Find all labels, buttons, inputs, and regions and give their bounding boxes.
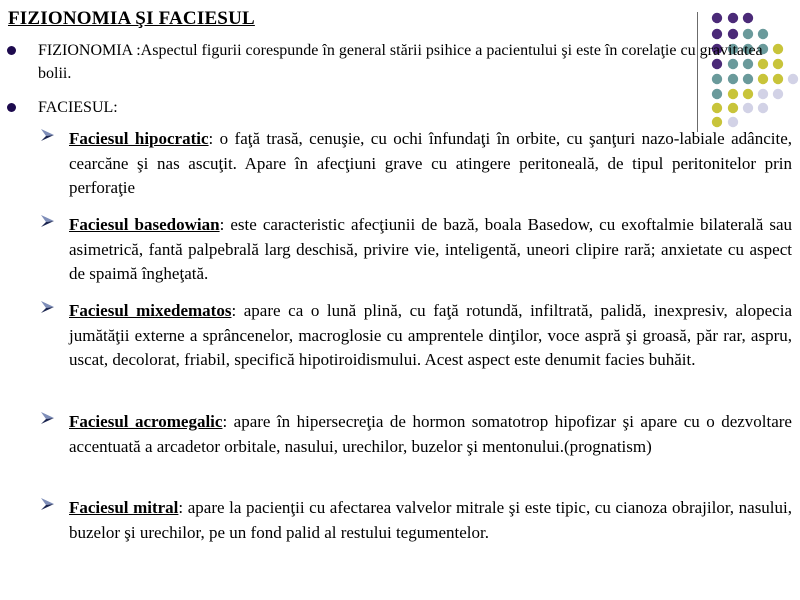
arrow-bullet-icon [40, 299, 56, 315]
facies-description: : apare ca o lună plină, cu faţă rotundă, infiltrată, palidă, inexpresiv, alopecia jumătăţii externe a sprâncenelor, macroglosie cu amprentele dinţilor, voce aspră şi groasă, păr rar, aspru, uscat, decolorat, friabil, specifică hipotiroidismului. Acest aspect este denumit facies buhăit. [69, 301, 792, 369]
bullet-text: FIZIONOMIA :Aspectul figurii corespunde în general stării psihice a pacientului şi este în corelaţie cu gravitatea bolii. [38, 42, 763, 82]
facies-description: : o faţă trasă, cenuşie, cu ochi înfundaţi în orbite, cu şanţuri nazo-labiale adâncite, cearcăne şi nas ascuţit. Apare în afecţiuni grave cu atingere peritoneală, de tipul peritonitelor prin perforaţie [69, 129, 792, 197]
decorative-dot [712, 13, 722, 23]
facies-description: : este caracteristic afecţiunii de bază, boala Basedow, cu exoftalmie bilaterală sau asimetrică, fantă palpebrală larg deschisă, privire vie, inteligentă, uneori clipire rară; anxietate cu aspect de spaimă îngheţată. [69, 215, 792, 283]
decorative-dot [728, 29, 738, 39]
facies-term: Faciesul basedowian [69, 215, 220, 234]
facies-description: : apare la pacienţii cu afectarea valvelor mitrale şi este tipic, cu cianoza obrajilor, nasului, buzelor şi urechilor, pe un fond palid al restului tegumentelor. [69, 498, 793, 542]
facies-term: Faciesul acromegalic [69, 412, 223, 431]
slide-title: FIZIONOMIA ŞI FACIESUL [8, 8, 255, 29]
sub-item [40, 299, 792, 373]
sub-item [40, 127, 792, 201]
facies-term: Faciesul mixedematos [69, 301, 232, 320]
facies-term: Faciesul hipocratic [69, 129, 209, 148]
bullet-item [7, 96, 792, 119]
sub-item [40, 496, 792, 545]
sub-item [40, 213, 792, 287]
decorative-dot [712, 29, 722, 39]
sub-item [40, 410, 792, 459]
arrow-bullet-icon [40, 410, 56, 426]
decorative-dot [758, 29, 768, 39]
bullet-text: FACIESUL: [38, 99, 118, 116]
decorative-dot [743, 13, 753, 23]
disc-bullet-icon [7, 103, 16, 112]
decorative-dot [728, 13, 738, 23]
arrow-bullet-icon [40, 127, 56, 143]
arrow-bullet-icon [40, 213, 56, 229]
bullet-item [7, 39, 792, 85]
facies-description: : apare în hipersecreţia de hormon somatotrop hipofizar şi apare cu o dezvoltare accentuată a arcadetor orbitale, nasului, urechilor, buzelor şi mentonului.(prognatism) [69, 412, 792, 456]
facies-term: Faciesul mitral [69, 498, 179, 517]
decorative-dot [743, 29, 753, 39]
disc-bullet-icon [7, 46, 16, 55]
arrow-bullet-icon [40, 496, 56, 512]
